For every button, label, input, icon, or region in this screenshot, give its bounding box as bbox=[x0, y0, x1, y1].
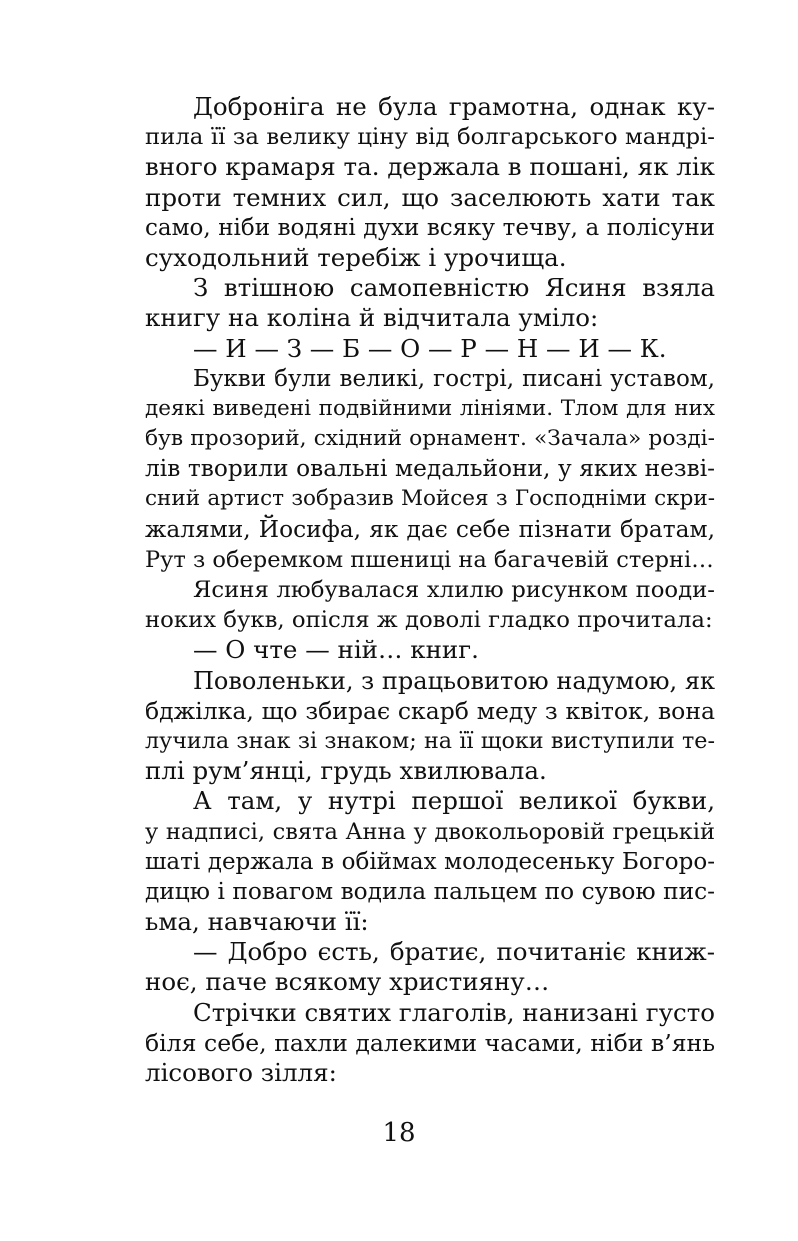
text-line: Ясиня любувалася хлилю рисунком пооди- bbox=[193, 577, 715, 603]
page-number: 18 bbox=[382, 1118, 416, 1148]
text-line: З втішною самопевністю Ясиня взяла bbox=[193, 273, 715, 303]
text-line: у надписі, свята Анна у двокольоровій грецькій bbox=[145, 818, 715, 845]
text-line: суходольний теребіж і урочища. bbox=[145, 242, 567, 272]
text-line: плі рум’янці, грудь хвилювала. bbox=[145, 756, 547, 786]
text-line: ьма, навчаючи її: bbox=[145, 907, 369, 937]
text-line: само, ніби водяні духи всяку течву, а полісуни bbox=[145, 214, 715, 241]
text-line: дицю і повагом водила пальцем по сувою пис- bbox=[145, 877, 715, 905]
text-line: ноких букв, опісля ж доволі гладко прочитала: bbox=[145, 607, 713, 634]
text-line: Доброніга не була грамотна, однак ку- bbox=[193, 92, 715, 121]
text-line: вного крамаря та. держала в пошані, як лік bbox=[145, 152, 715, 182]
text-line: лучила знак зі знаком; на її щоки виступили те- bbox=[145, 727, 715, 754]
text-line: шаті держала в обіймах молодесеньку Богоро- bbox=[145, 848, 715, 875]
text-line: деякі виведені подвійними лініями. Тлом для них bbox=[145, 395, 715, 421]
text-line: Поволеньки, з працьовитою надумою, як bbox=[193, 666, 715, 695]
text-line: — О чте — ній… книг. bbox=[193, 635, 479, 665]
text-line: Букви були великі, гострі, писані уставом, bbox=[193, 365, 715, 392]
text-line: — И — З — Б — О — Р — Н — И — К. bbox=[193, 333, 667, 363]
text-line: лів творили овальні медальйони, у яких незві- bbox=[145, 455, 715, 483]
text-line: книгу на коліна й відчитала уміло: bbox=[145, 303, 599, 333]
text-line: сний артист зобразив Мойсея з Господніми скри- bbox=[145, 486, 715, 512]
text-line: бджілка, що збирає скарб меду з квіток, вона bbox=[145, 696, 715, 725]
text-line: А там, у нутрі першої великої букви, bbox=[193, 786, 715, 816]
text-line: — Добро єсть, братиє, почитаніє книж- bbox=[193, 937, 715, 967]
text-line: пила її за велику ціну від болгарського мандрі- bbox=[145, 124, 715, 151]
page-text bbox=[145, 92, 715, 1088]
text-line: лісового зілля: bbox=[145, 1058, 337, 1087]
text-line: проти темних сил, що заселюють хати так bbox=[145, 182, 715, 212]
text-line: ноє, паче всякому християну… bbox=[145, 967, 550, 997]
text-line: Стрічки святих глаголів, нанизані густо bbox=[193, 997, 716, 1027]
text-line: біля себе, пахли далекими часами, ніби в’янь bbox=[145, 1028, 715, 1057]
text-line: був прозорий, східний орнамент. «Зачала» розді- bbox=[145, 426, 715, 452]
text-line: Рут з оберемком пшениці на багачевій стерні… bbox=[145, 546, 714, 573]
text-line: жалями, Йосифа, як дає себе пізнати братам, bbox=[145, 515, 715, 543]
